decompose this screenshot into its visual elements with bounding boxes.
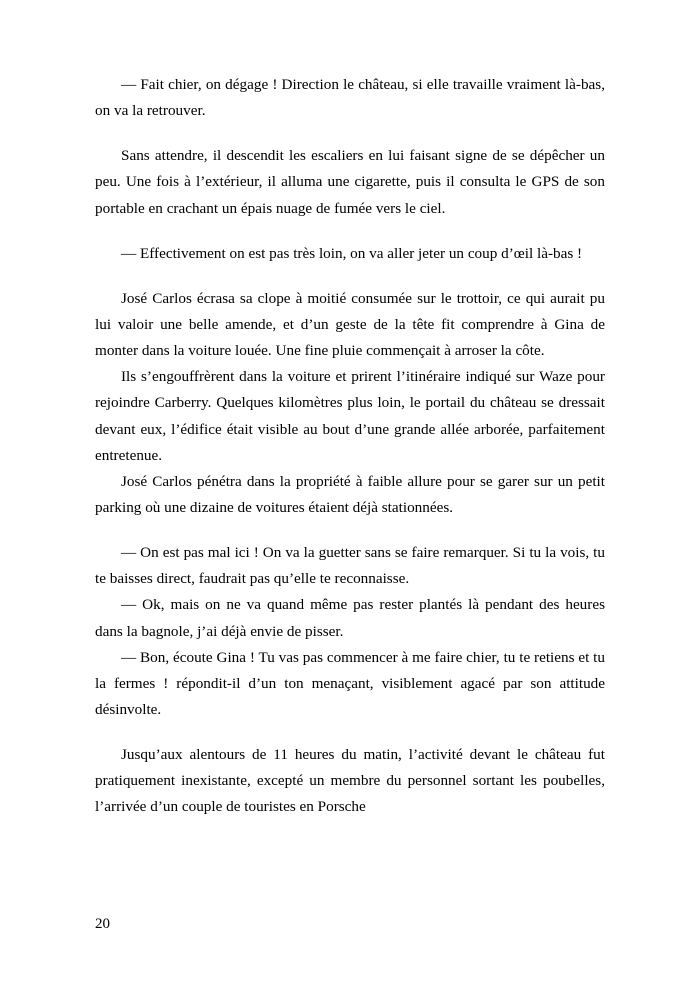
- paragraph-2: Sans attendre, il descendit les escaliers en lui faisant signe de se dépêcher un peu. Une fois à l’extérieur, il alluma une cigarette, puis il consulta le GPS de son portable en crachant un épais nuage de fumée vers le ciel.: [95, 147, 605, 217]
- page-number: 20: [95, 916, 110, 932]
- paragraph-10: Jusqu’aux alentours de 11 heures du matin, l’activité devant le château fut pratiquement inexistante, excepté un membre du personnel sortant les poubelles, l’arrivée d’un couple de touristes en Porsche: [95, 746, 605, 816]
- paragraph-9: — Bon, écoute Gina ! Tu vas pas commencer à me faire chier, tu te retiens et tu la fermes ! répondit-il d’un ton menaçant, visiblement agacé par son attitude désinvolte.: [95, 648, 605, 718]
- paragraph-5: Ils s’engouffrèrent dans la voiture et prirent l’itinéraire indiqué sur Waze pour rejoindre Carberry. Quelques kilomètres plus loin, le portail du château se dressait devant eux, l’édifice était visible au bout d’une grande allée arborée, parfaitement entretenue.: [95, 368, 605, 464]
- paragraph-1: — Fait chier, on dégage ! Direction le château, si elle travaille vraiment là-bas, on va la retrouver.: [95, 76, 605, 120]
- paragraph-8: — Ok, mais on ne va quand même pas rester plantés là pendant des heures dans la bagnole, j’ai déjà envie de pisser.: [95, 596, 605, 640]
- paragraph-3: — Effectivement on est pas très loin, on va aller jeter un coup d’œil là-bas !: [121, 244, 583, 262]
- page-body-text: [95, 72, 605, 821]
- paragraph-7: — On est pas mal ici ! On va la guetter sans se faire remarquer. Si tu la vois, tu te baisses direct, faudrait pas qu’elle te reconnaisse.: [95, 544, 605, 588]
- paragraph-6: José Carlos pénétra dans la propriété à faible allure pour se garer sur un petit parking où une dizaine de voitures étaient déjà stationnées.: [95, 472, 605, 516]
- paragraph-4: José Carlos écrasa sa clope à moitié consumée sur le trottoir, ce qui aurait pu lui valoir une belle amende, et d’un geste de la tête fit comprendre à Gina de monter dans la voiture louée. Une fine pluie commençait à arroser la côte.: [95, 289, 605, 360]
